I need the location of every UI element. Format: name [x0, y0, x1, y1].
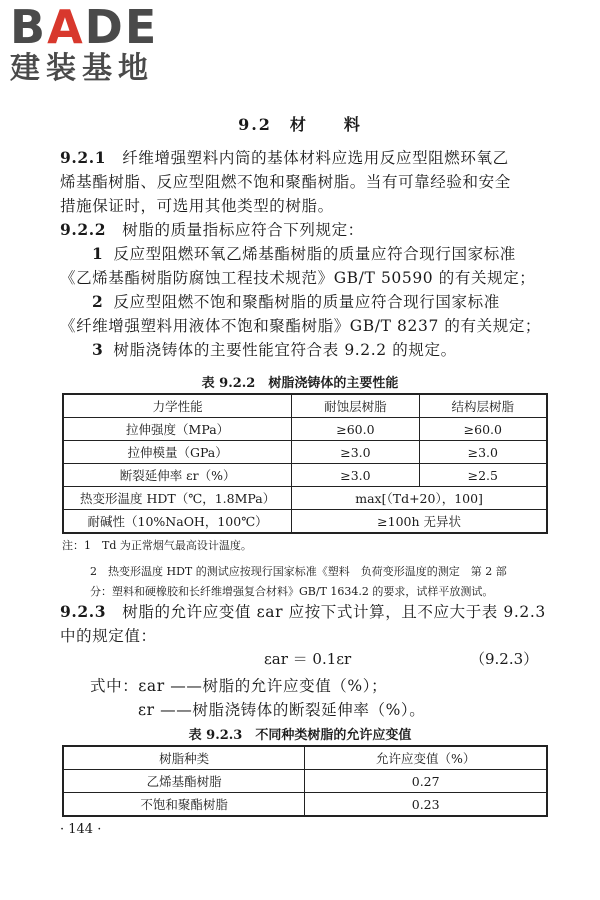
table-cell: ≥60.0	[292, 418, 419, 441]
note-1: 注：1 Td 为正常烟气最高设计温度。	[62, 539, 252, 552]
table-cell: ≥60.0	[419, 418, 547, 441]
table-row	[63, 487, 547, 510]
table-cell: ≥3.0	[419, 441, 547, 464]
table-9-2-3-title: 表 9.2.3 不同种类树脂的允许应变值	[188, 728, 412, 743]
list-item-continuation: 《乙烯基酯树脂防腐蚀工程技术规范》GB/T 50590 的有关规定；	[60, 269, 536, 287]
table-header-cell: 结构层树脂	[419, 394, 547, 418]
formula-where-1: 式中：εar ——树脂的允许应变值（%）；	[90, 677, 388, 695]
table-cell: 乙烯基酯树脂	[63, 770, 305, 793]
table-cell: ≥3.0	[292, 441, 419, 464]
table-header-cell: 允许应变值（%）	[305, 746, 547, 770]
table-row	[63, 793, 547, 817]
list-item: 1 反应型阻燃环氧乙烯基酯树脂的质量应符合现行国家标准	[92, 244, 516, 263]
table-row	[63, 441, 547, 464]
table-cell-merged: max[（Td+20），100]	[292, 487, 547, 510]
brand-logo	[10, 2, 190, 86]
clause-9-2-3: 9.2.3 树脂的允许应变值 εar 应按下式计算，且不应大于表 9.2.3 中的规定值：	[60, 602, 546, 645]
table-9-2-2	[62, 393, 548, 534]
table-header-cell: 树脂种类	[63, 746, 305, 770]
table-cell: 0.27	[305, 770, 547, 793]
section-title: 9.2 材 料	[238, 115, 362, 134]
table-cell: 拉伸模量（GPa）	[63, 441, 292, 464]
table-cell-merged: ≥100h 无异状	[292, 510, 547, 534]
table-cell: ≥3.0	[292, 464, 419, 487]
list-item: 2 反应型阻燃不饱和聚酯树脂的质量应符合现行国家标准	[92, 292, 500, 311]
table-row	[63, 418, 547, 441]
table-row	[63, 464, 547, 487]
logo-subtitle: 建装基地	[10, 51, 154, 86]
clause-9-2-2: 9.2.2 树脂的质量指标应符合下列规定： 1 反应型阻燃环氧乙烯基酯树脂的质量应符合现行国家标准 《乙烯基酯树脂防腐蚀工程技术规范》GB/T 50590 的有关规定； 2 反应型阻燃不饱和聚酯树脂的质量应符合现行国家标准 《纤维增强塑料用液体不饱和聚酯树脂》GB/T 8237 的有关规定； 3 树脂浇铸体的主要性能宜符合表 9.2.2 的规定。	[60, 218, 545, 362]
note-2-continuation: 分：塑料和硬橡胶和长纤维增强复合材料》GB/T 1634.2 的要求，试样平放测试。	[90, 585, 494, 598]
table-header-cell: 力学性能	[63, 394, 292, 418]
table-header-cell: 耐蚀层树脂	[292, 394, 419, 418]
table-cell: 不饱和聚酯树脂	[63, 793, 305, 817]
page-number: · 144 ·	[60, 822, 102, 837]
logo-wordmark: BADE	[10, 0, 159, 54]
table-row	[63, 510, 547, 534]
table-9-2-3	[62, 745, 548, 817]
table-cell: 拉伸强度（MPa）	[63, 418, 292, 441]
note-2: 2 热变形温度 HDT 的测试应按现行国家标准《塑料 负荷变形温度的测定 第 2 部	[90, 565, 507, 578]
formula-expression: εar ＝ 0.1εr	[264, 650, 352, 668]
table-notes	[62, 536, 552, 602]
formula-where-2: εr ——树脂浇铸体的断裂延伸率（%）。	[138, 701, 426, 719]
table-cell: 0.23	[305, 793, 547, 817]
table-9-2-2-title: 表 9.2.2 树脂浇铸体的主要性能	[201, 376, 399, 391]
list-item-continuation: 《纤维增强塑料用液体不饱和聚酯树脂》GB/T 8237 的有关规定；	[60, 317, 542, 335]
table-row	[63, 770, 547, 793]
clause-9-2-1: 9.2.1 纤维增强塑料内筒的基体材料应选用反应型阻燃环氧乙 烯基酯树脂、反应型阻燃不饱和聚酯树脂。当有可靠经验和安全 措施保证时，可选用其他类型的树脂。	[60, 148, 511, 215]
table-header-row	[63, 394, 547, 418]
formula-reference: （9.2.3）	[470, 650, 539, 668]
list-item: 3 树脂浇铸体的主要性能宜符合表 9.2.2 的规定。	[92, 340, 457, 359]
table-cell: 断裂延伸率 εr（%）	[63, 464, 292, 487]
table-header-row	[63, 746, 547, 770]
table-cell: 热变形温度 HDT（℃，1.8MPa）	[63, 487, 292, 510]
table-cell: 耐碱性（10%NaOH，100℃）	[63, 510, 292, 534]
table-cell: ≥2.5	[419, 464, 547, 487]
